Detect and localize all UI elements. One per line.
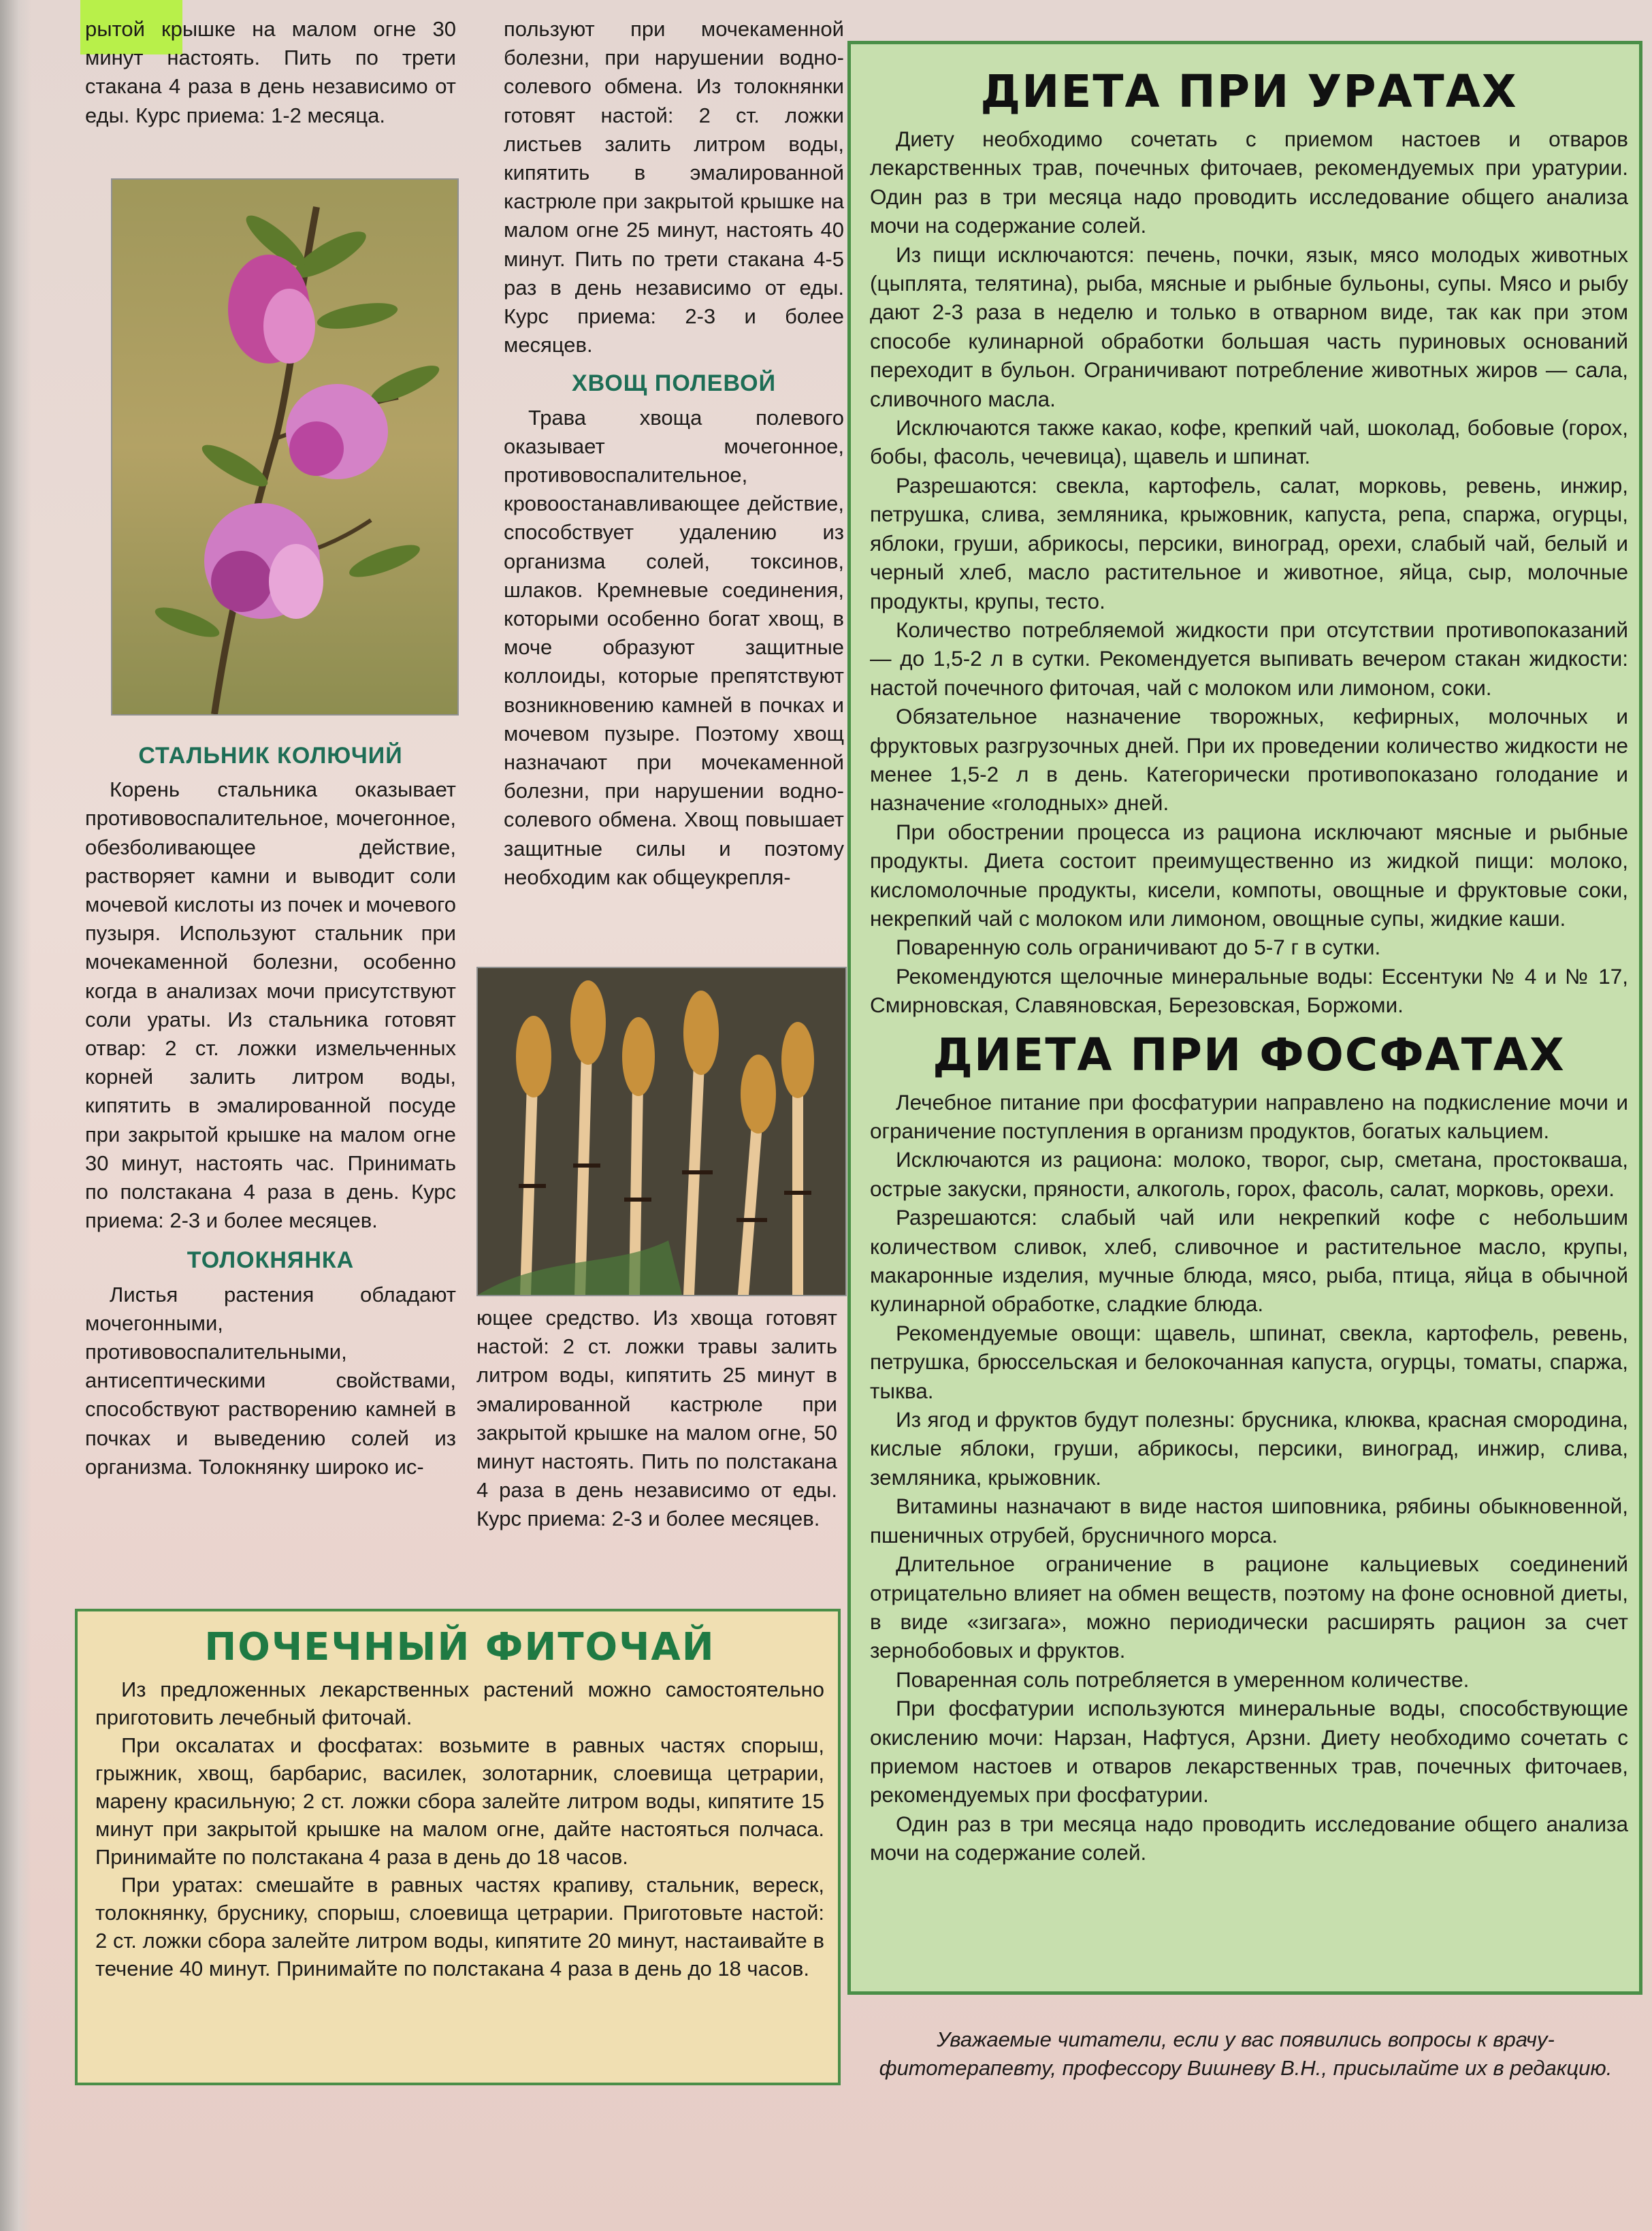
column-2 (504, 15, 844, 892)
bearberry-text: Листья растения обладают мочегонными, противовоспалительными, антисептическими свойствами, способствуют растворению камней в почках и выведению солей из организма. Толокнянку широко ис- (85, 1282, 456, 1479)
urates-paragraph: Из пищи исключаются: печень, почки, язык, мясо молодых животных (цыплята, телятина), рыба, мясные и рыбные бульоны, супы. Мясо и рыбу дают 2-3 раза в неделю и только в отварном виде, так как при этом способе кулинарной обработки большая часть пуриновых оснований переходит в бульон. Ограничивают потребление животных жиров — сала, сливочного масла. (870, 242, 1628, 411)
bearberry-heading: ТОЛОКНЯНКА (187, 1247, 355, 1274)
horsetail-illustration (478, 968, 845, 1295)
column-1 (85, 15, 456, 130)
phosphates-paragraph: Поваренная соль потребляется в умеренном количестве. (896, 1667, 1470, 1692)
kidney-tea-oxalates: При оксалатах и фосфатах: возьмите в равных частях спорыш, грыжник, хвощ, барбарис, василек, золотарник, слоевища цетрарии, марену красильную; 2 ст. ложки сбора залейте литром воды, кипятите 15 минут при закрытой крышке на малом огне, дайте настояться полчаса. Принимайте по полстакана 4 раза в день до 18 часов. (95, 1733, 824, 1869)
urates-paragraph: Разрешаются: свекла, картофель, салат, морковь, ревень, инжир, петрушка, слива, земляника, крыжовник, капуста, репа, спаржа, огурцы, яблоки, груши, абрикосы, персики, виноград, орехи, слабый чай, белый и черный хлеб, масло растительное и животное, яйца, сыр, молочные продукты, крупы, тесто. (870, 472, 1628, 613)
column-2-lower (476, 1304, 837, 1534)
urates-diet-heading: ДИЕТА ПРИ УРАТАХ (980, 65, 1518, 118)
steelwort-heading: СТАЛЬНИК КОЛЮЧИЙ (138, 743, 403, 769)
column-1-lower (85, 732, 456, 1481)
urates-paragraph: Диету необходимо сочетать с приемом настоев и отваров лекарственных трав, почечных фиточаев, рекомендуемых при уратурии. Один раз в три месяца надо проводить исследование общего анализа мочи на содержание солей. (870, 127, 1628, 238)
kidney-tea-urates: При уратах: смешайте в равных частях крапиву, стальник, вереск, толокнянку, бруснику, спорыш, слоевища цетрарии. Приготовьте настой: 2 ст. ложки сбора залейте литром воды, кипятите 20 минут, настаивайте в течение 40 минут. Принимайте по полстакана 4 раза в день до 18 часов. (95, 1873, 824, 1980)
phosphates-paragraph: Разрешаются: слабый чай или некрепкий кофе с небольшим количеством сливок, хлеб, сливочное и растительное масло, крупы, макаронные изделия, мучные блюда, мясо, рыба, птица, яйца в обычной кулинарной обработке, сладкие блюда. (870, 1205, 1628, 1317)
urates-paragraph: Поваренную соль ограничивают до 5-7 г в сутки. (896, 935, 1381, 960)
horsetail-continued: ющее средство. Из хвоща готовят настой: 2 ст. ложки травы залить литром воды, кипятить 25 минут в эмалированной кастрюле при закрытой крышке на малом огне, 50 минут настоять. Пить по полстакана 4 раза в день независимо от еды. Курс приема: 2-3 и более месяцев. (476, 1306, 837, 1531)
phosphates-paragraph: Один раз в три месяца надо проводить исследование общего анализа мочи на содержание солей. (870, 1811, 1628, 1865)
urates-paragraph: Количество потребляемой жидкости при отсутствии противопоказаний — до 1,5-2 л в сутки. Рекомендуется выпивать вечером стакан жидкости: настой почечного фиточая, чай с молоком или лимоном, соки. (870, 617, 1628, 700)
phosphates-paragraph: Витамины назначают в виде настоя шиповника, рябины обыкновенной, пшеничных отрубей, брусничного морса. (870, 1494, 1628, 1547)
kidney-tea-box (75, 1609, 841, 2085)
urates-paragraph: Исключаются также какао, кофе, крепкий чай, шоколад, бобовые (горох, бобы, фасоль, чечевица), щавель и шпинат. (870, 415, 1628, 469)
phosphates-paragraph: При фосфатурии используются минеральные воды, способствующие окислению мочи: Нарзан, Нафтуся, Арзни. Диету необходимо сочетать с приемом настоев и отваров лекарственных трав, почечных фиточаев, рекомендуемых при фосфатурии. (870, 1696, 1628, 1808)
steelwort-flower-illustration (112, 180, 457, 714)
urates-paragraph: Обязательное назначение творожных, кефирных, молочных и фруктовых разгрузочных дней. При их проведении количество жидкости не менее 1,5-2 л в день. Категорически противопоказано голодание и назначение «голодных» дней. (870, 704, 1628, 816)
urates-paragraph: При обострении процесса из рациона исключают мясные и рыбные продукты. Диета состоит преимущественно из жидкой пищи: молоко, кисломолочные продукты, кисели, компоты, овощные и фруктовые соки, некрепкий чай с молоком или лимоном, овощные супы, жидкие каши. (870, 819, 1628, 931)
horsetail-text: Трава хвоща полевого оказывает мочегонное, противовоспалительное, кровоостанавливающее действие, способствует удалению из организма солей, токсинов, шлаков. Кремневые соединения, которыми особенно богат хвощ, в моче образуют защитные коллоиды, которые препятствуют возникновению камней в почках и мочевом пузыре. Поэтому хвощ назначают при мочекаменной болезни, при нарушении водно-солевого обмена. Хвощ повышает защитные силы и поэтому необходим как общеукрепля- (504, 405, 844, 889)
diet-panel (847, 41, 1642, 1995)
horsetail-photo (476, 967, 847, 1296)
phosphates-paragraph: Длительное ограничение в рационе кальциевых соединений отрицательно влияет на обмен веществ, поэтому на фоне основной диеты, в виде «зигзага», можно периодически расширять рацион за счет зернобобовых и фруктов. (870, 1552, 1628, 1663)
reader-notice: Уважаемые читатели, если у вас появились вопросы к врачу-фитотерапевту, профессору Вишневу В.Н., присылайте их в редакцию. (879, 2027, 1613, 2080)
bearberry-continued: пользуют при мочекаменной болезни, при нарушении водно-солевого обмена. Из толокнянки готовят настой: 2 ст. ложки листьев залить литром воды, кипятить в эмалированной кастрюле при закрытой крышке на малом огне 25 минут, настоять 40 минут. Пить по трети стакана 4-5 раз в день независимо от еды. Курс приема: 2-3 и более месяцев. (504, 17, 844, 357)
phosphates-paragraph: Из ягод и фруктов будут полезны: брусника, клюква, красная смородина, кислые яблоки, груши, абрикосы, персики, виноград, инжир, слива, земляника, крыжовник. (870, 1407, 1628, 1490)
page-binding-shadow (0, 0, 31, 2231)
phosphates-paragraph: Исключаются из рациона: молоко, творог, сыр, сметана, простокваша, острые закуски, пряности, алкоголь, горох, фасоль, салат, морковь, орехи. (870, 1147, 1628, 1201)
horsetail-heading: ХВОЩ ПОЛЕВОЙ (571, 370, 777, 397)
column-1-intro: рытой крышке на малом огне 30 минут настоять. Пить по трети стакана 4 раза в день независимо от еды. Курс приема: 1-2 месяца. (85, 17, 456, 127)
urates-paragraph: Рекомендуются щелочные минеральные воды: Ессентуки № 4 и № 17, Смирновская, Славяновская, Березовская, Боржоми. (870, 963, 1628, 1018)
phosphates-paragraph: Рекомендуемые овощи: щавель, шпинат, свекла, картофель, ревень, петрушка, брюссельская и белокочанная капуста, огурцы, томаты, спаржа, тыква. (870, 1320, 1628, 1403)
phosphates-paragraph: Лечебное питание при фосфатурии направлено на подкисление мочи и ограничение поступления в организм продуктов, богатых кальцием. (870, 1089, 1628, 1143)
kidney-tea-heading: ПОЧЕЧНЫЙ ФИТОЧАЙ (204, 1625, 715, 1669)
kidney-tea-intro: Из предложенных лекарственных растений можно самостоятельно приготовить лечебный фиточай. (95, 1678, 824, 1729)
steelwort-text: Корень стальника оказывает противовоспалительное, мочегонное, обезболивающее действие, растворяет камни и выводит соли мочевой кислоты из почек и мочевого пузыря. Используют стальник при мочекаменной болезни, особенно когда в анализах мочи присутствуют соли ураты. Из стальника готовят отвар: 2 ст. ложки измельченных корней залить литром воды, кипятить в эмалированной посуде при закрытой крышке на малом огне 30 минут, настоять час. Принимать по полстакана 4 раза в день. Курс приема: 2-3 и более месяцев. (85, 777, 456, 1233)
steelwort-photo (111, 178, 459, 716)
phosphates-diet-heading: ДИЕТА ПРИ ФОСФАТАХ (933, 1028, 1566, 1081)
